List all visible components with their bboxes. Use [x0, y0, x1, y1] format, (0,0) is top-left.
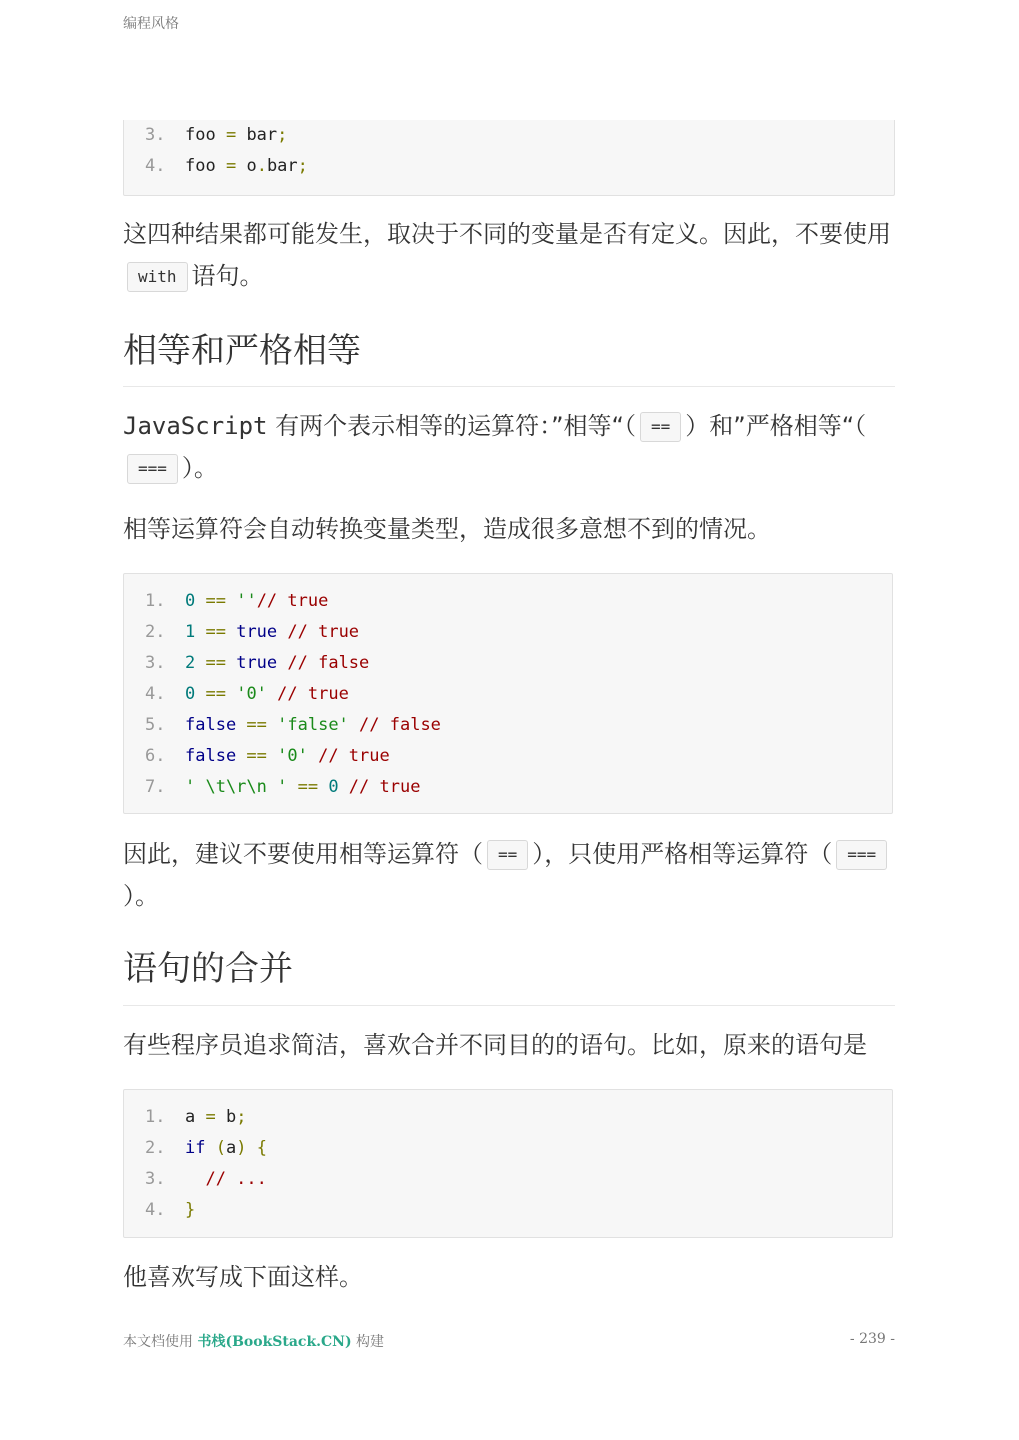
- line-number: 3.: [145, 1169, 166, 1189]
- code-token: ==: [195, 591, 237, 611]
- code-token: // false: [348, 715, 441, 735]
- page-number: - 239 -: [849, 1331, 895, 1347]
- code-token: 0: [185, 684, 196, 704]
- line-number: 1.: [145, 1107, 166, 1127]
- code-token: =: [225, 125, 237, 145]
- footer-credit: [123, 1331, 384, 1351]
- code-line: [124, 1195, 892, 1226]
- code-text: [185, 120, 287, 151]
- code-token: bar: [236, 125, 278, 145]
- code-line: [124, 741, 892, 772]
- paragraph-advice: [123, 833, 895, 917]
- code-token: ==: [236, 715, 278, 735]
- code-text: [185, 617, 359, 648]
- paragraph-text: 因此，建议不要使用相等运算符（: [123, 840, 483, 868]
- code-token: }: [185, 1200, 196, 1220]
- code-token: ==: [195, 684, 237, 704]
- line-number: 4.: [145, 156, 166, 176]
- heading-divider: [123, 1005, 895, 1006]
- code-text: [185, 1102, 246, 1133]
- paragraph-text: 这四种结果都可能发生，取决于不同的变量是否有定义。因此，不要使用: [123, 220, 891, 248]
- code-token: (: [205, 1138, 226, 1158]
- code-token: ==: [195, 653, 237, 673]
- javascript-word: JavaScript: [123, 412, 268, 440]
- code-token: // true: [266, 684, 349, 704]
- code-token: 'false': [277, 715, 349, 735]
- code-line: [124, 617, 892, 648]
- code-token: // true: [338, 777, 421, 797]
- code-block-equality-examples: [123, 573, 893, 814]
- code-token: // true: [256, 591, 329, 611]
- paragraph-rewrite: 他喜欢写成下面这样。: [123, 1263, 363, 1291]
- footer-prefix: 本文档使用: [123, 1334, 198, 1350]
- code-token: =: [205, 1107, 216, 1127]
- code-token: ==: [236, 746, 278, 766]
- code-line: [124, 586, 892, 617]
- code-token: ) {: [236, 1138, 267, 1158]
- line-number: 6.: [145, 746, 166, 766]
- code-token: // true: [307, 746, 390, 766]
- paragraph-text: ），只使用严格相等运算符（: [532, 840, 833, 868]
- code-token: ==: [287, 777, 329, 797]
- paragraph-merge: 有些程序员追求简洁，喜欢合并不同目的的语句。比如，原来的语句是: [123, 1031, 867, 1059]
- code-text: [185, 772, 420, 803]
- inline-code-equal: ==: [640, 412, 681, 442]
- code-text: [185, 586, 328, 617]
- inline-code-with: with: [127, 262, 188, 292]
- line-number: 4.: [145, 1200, 166, 1220]
- code-line: [124, 151, 894, 182]
- code-token: // false: [277, 653, 370, 673]
- paragraph-text: ）。: [123, 882, 159, 910]
- code-text: [185, 151, 308, 182]
- paragraph-text: ）。: [181, 454, 218, 482]
- heading-divider: [123, 386, 895, 387]
- running-header: 编程风格: [123, 16, 179, 32]
- code-token: false: [185, 715, 237, 735]
- code-token: foo: [185, 125, 226, 145]
- line-number: 7.: [145, 777, 166, 797]
- code-token: ;: [277, 125, 288, 145]
- code-token: ==: [195, 622, 237, 642]
- code-token: 1: [185, 622, 196, 642]
- line-number: 5.: [145, 715, 166, 735]
- code-token: o: [236, 156, 257, 176]
- code-text: [185, 741, 390, 772]
- code-token: 0: [328, 777, 339, 797]
- code-token: if: [185, 1138, 206, 1158]
- code-token: // ...: [185, 1169, 267, 1189]
- code-token: bar: [266, 156, 298, 176]
- code-line: [124, 1102, 892, 1133]
- code-text: [185, 648, 369, 679]
- code-line: [124, 648, 892, 679]
- code-text: [185, 710, 441, 741]
- code-token: '0': [277, 746, 308, 766]
- section-heading-merge: 语句的合并: [123, 949, 293, 989]
- footer-suffix: 构建: [351, 1334, 385, 1350]
- inline-code-equal: ==: [487, 840, 528, 870]
- code-token: true: [236, 653, 278, 673]
- inline-code-strict-equal: ===: [127, 454, 178, 484]
- code-token: b: [215, 1107, 237, 1127]
- code-block-original-statements: [123, 1089, 893, 1238]
- code-token: a: [225, 1138, 237, 1158]
- line-number: 3.: [145, 125, 166, 145]
- code-token: '': [236, 591, 257, 611]
- code-token: ;: [236, 1107, 247, 1127]
- code-token: .: [256, 156, 267, 176]
- paragraph-text: ）和”严格相等“（: [685, 412, 867, 440]
- code-token: foo: [185, 156, 226, 176]
- code-token: true: [236, 622, 278, 642]
- code-line: [124, 772, 892, 803]
- code-text: [185, 1164, 267, 1195]
- paragraph-with-statement: [123, 213, 895, 297]
- paragraph-equality-operators: [123, 405, 895, 489]
- code-line: [124, 679, 892, 710]
- line-number: 3.: [145, 653, 166, 673]
- code-text: [185, 1195, 195, 1226]
- code-token: ;: [297, 156, 308, 176]
- code-token: a: [185, 1107, 206, 1127]
- bookstack-link[interactable]: 书栈(BookStack.CN): [197, 1334, 352, 1350]
- code-line: [124, 1133, 892, 1164]
- line-number: 4.: [145, 684, 166, 704]
- code-line: [124, 120, 894, 151]
- code-text: [185, 679, 349, 710]
- paragraph-auto-conversion: 相等运算符会自动转换变量类型，造成很多意想不到的情况。: [123, 515, 771, 543]
- code-token: 0: [185, 591, 196, 611]
- code-token: false: [185, 746, 237, 766]
- section-heading-equality: 相等和严格相等: [123, 331, 361, 371]
- paragraph-text: 语句。: [191, 262, 264, 290]
- line-number: 1.: [145, 591, 166, 611]
- code-token: // true: [277, 622, 360, 642]
- code-token: =: [225, 156, 237, 176]
- code-token: 2: [185, 653, 196, 673]
- code-block-foo: [123, 120, 895, 196]
- paragraph-text: 有两个表示相等的运算符：”相等“（: [267, 412, 636, 440]
- line-number: 2.: [145, 622, 166, 642]
- line-number: 2.: [145, 1138, 166, 1158]
- inline-code-strict-equal: ===: [836, 840, 887, 870]
- code-line: [124, 1164, 892, 1195]
- code-line: [124, 710, 892, 741]
- code-token: ' \t\r\n ': [185, 777, 288, 797]
- code-token: '0': [236, 684, 267, 704]
- code-text: [185, 1133, 267, 1164]
